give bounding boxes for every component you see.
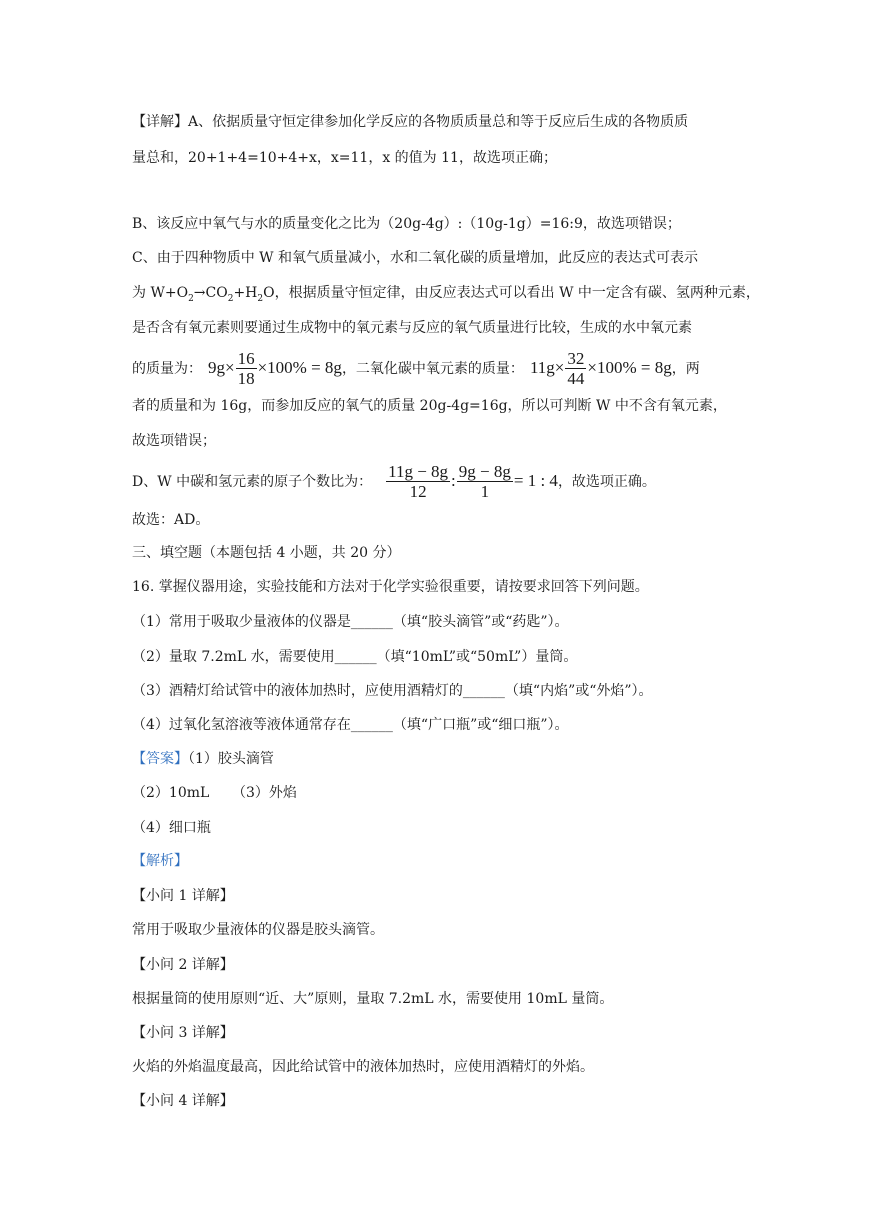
section-title: 三、填空题（本题包括 4 小题，共 20 分） — [132, 545, 401, 561]
answer-line-1 — [132, 749, 274, 769]
question-16-part-4: （4）过氧化氢溶液等液体通常存在______（填“广口瓶”或“细口瓶”）。 — [132, 717, 569, 733]
answer-label: 【答案】 — [132, 751, 188, 767]
option-c-line2: 为 $W+O_2\to CO_2+H_2O$，根据质量守恒定律，由反应表达式可以看出 W 中一定含有碳、氢两种元素， — [132, 285, 760, 304]
math1-denominator: 18 — [237, 368, 255, 388]
math2-numerator: 32 — [567, 348, 585, 368]
option-b-text: B、该反应中氧气与水的质量变化之比为（20g-4g）:（10g-1g）=16:9，故选项错误； — [132, 216, 681, 232]
math2-denominator: 44 — [567, 368, 585, 388]
answer-3: （3）外焰 — [232, 785, 297, 801]
math1-pre: 9g× — [208, 358, 235, 377]
math2-fraction — [565, 349, 586, 388]
answer-2: （2）10mL — [132, 785, 210, 801]
option-d-fraction-2-denominator: 1 — [480, 481, 490, 501]
math-line-label-a: 的质量为： — [132, 361, 202, 377]
math-line-label-c: ，两 — [671, 361, 700, 377]
option-d-colon: : — [451, 471, 456, 490]
math2-post: ×100% = 8g — [587, 358, 672, 377]
sub-question-2-title: 【小问 2 详解】 — [132, 957, 234, 973]
sub-question-3-title: 【小问 3 详解】 — [132, 1025, 234, 1041]
option-c-line6: 故选项错误； — [132, 433, 216, 449]
option-d-fraction-1 — [386, 462, 450, 501]
answer-4: （4）细口瓶 — [132, 820, 211, 836]
math1-fraction — [236, 349, 257, 388]
option-d-prefix: D、W 中碳和氢元素的原子个数比为： — [132, 474, 373, 490]
answer-1: （1）胶头滴管 — [188, 751, 274, 767]
sub-question-4-title: 【小问 4 详解】 — [132, 1093, 234, 1109]
option-d-line — [132, 458, 656, 504]
detail-a-line1: 【详解】A、依据质量守恒定律参加化学反应的各物质质量总和等于反应后生成的各物质质 — [132, 114, 689, 130]
option-d-fraction-2-numerator: 9g − 8g — [458, 461, 511, 481]
option-d-result: = 1 : 4 — [513, 471, 558, 490]
sub-question-3-text: 火焰的外焰温度最高，因此给试管中的液体加热时，应使用酒精灯的外焰。 — [132, 1059, 594, 1075]
math1-post: ×100% = 8g — [257, 358, 342, 377]
sub-question-1-text: 常用于吸取少量液体的仪器是胶头滴管。 — [132, 922, 384, 938]
option-d-fraction-1-numerator: 11g − 8g — [388, 461, 449, 481]
option-c-line5: 者的质量和为 16g，而参加反应的氧气的质量 20g-4g=16g，所以可判断 W 中不含有氧元素， — [132, 398, 727, 414]
math-line-label-b: ，二氧化碳中氧元素的质量： — [341, 361, 524, 377]
detail-a-line2: 量总和，20+1+4=10+4+x，x=11，x 的值为 11，故选项正确； — [132, 150, 557, 166]
option-d-fraction-1-denominator: 12 — [409, 481, 427, 501]
math1-numerator: 16 — [237, 348, 255, 368]
analysis-label: 【解析】 — [132, 853, 188, 869]
question-16-part-1: （1）常用于吸取少量液体的仪器是______（填“胶头滴管”或“药匙”）。 — [132, 614, 569, 630]
sub-question-2-text: 根据量筒的使用原则“近、大”原则，量取 7.2mL 水，需要使用 10mL 量筒。 — [132, 991, 614, 1007]
question-16-part-3: （3）酒精灯给试管中的液体加热时，应使用酒精灯的______（填“内焰”或“外焰”）。 — [132, 683, 653, 699]
option-c-line3: 是否含有氧元素则要通过生成物中的氧元素与反应的氧气质量进行比较，生成的水中氧元素 — [132, 320, 692, 336]
option-c-math-line — [132, 345, 700, 391]
option-c-line1: C、由于四种物质中 W 和氧气质量减小，水和二氧化碳的质量增加，此反应的表达式可表示 — [132, 250, 698, 266]
math2-pre: 11g× — [529, 358, 565, 377]
final-choice: 故选：AD。 — [132, 512, 210, 528]
option-d-fraction-2 — [457, 462, 513, 501]
sub-question-1-title: 【小问 1 详解】 — [132, 888, 234, 904]
question-16-part-2: （2）量取 7.2mL 水，需要使用______（填“10mL”或“50mL”）量筒。 — [132, 649, 578, 665]
option-d-suffix: ，故选项正确。 — [557, 474, 656, 490]
question-16-stem: 16. 掌握仪器用途，实验技能和方法对于化学实验很重要，请按要求回答下列问题。 — [132, 579, 649, 595]
